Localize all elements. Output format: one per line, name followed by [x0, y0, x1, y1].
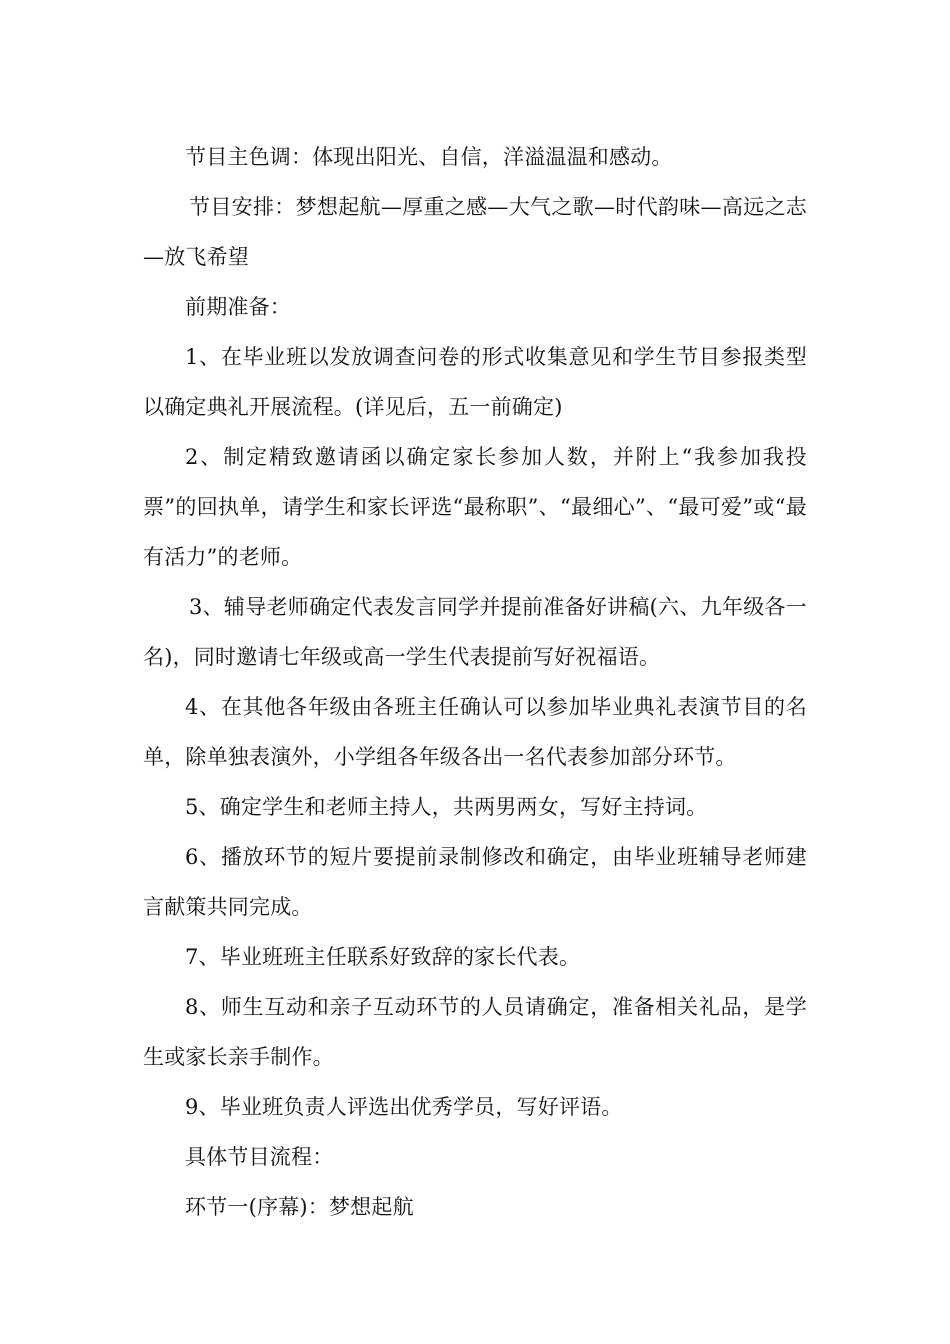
paragraph-item-1: 1、在毕业班以发放调查问卷的形式收集意见和学生节目参报类型以确定典礼开展流程。(详见后，五一前确定): [143, 345, 807, 419]
paragraph-theme-color: 节目主色调：体现出阳光、自信，洋溢温温和感动。: [185, 145, 673, 169]
paragraph-item-5: 5、确定学生和老师主持人，共两男两女，写好主持词。: [185, 795, 708, 819]
paragraph-program-flow-heading: 具体节目流程：: [185, 1145, 334, 1169]
paragraph-item-6: 6、播放环节的短片要提前录制修改和确定，由毕业班辅导老师建言献策共同完成。: [143, 845, 807, 919]
paragraph-program-arrangement: 节目安排：梦想起航—厚重之感—大气之歌—时代韵味—高远之志—放飞希望: [143, 195, 807, 269]
paragraph-item-8: 8、师生互动和亲子互动环节的人员请确定，准备相关礼品，是学生或家长亲手制作。: [143, 995, 807, 1069]
paragraph-preparation-heading: 前期准备：: [185, 295, 291, 319]
paragraph-item-4: 4、在其他各年级由各班主任确认可以参加毕业典礼表演节目的名单，除单独表演外，小学组各年级各出一名代表参加部分环节。: [143, 695, 807, 769]
paragraph-segment-one: 环节一(序幕)：梦想起航: [185, 1195, 414, 1219]
paragraph-item-7: 7、毕业班班主任联系好致辞的家长代表。: [185, 945, 581, 969]
paragraph-item-3: 3、辅导老师确定代表发言同学并提前准备好讲稿(六、九年级各一名)，同时邀请七年级或高一学生代表提前写好祝福语。: [143, 595, 807, 669]
document-body: [143, 132, 807, 1232]
paragraph-item-9: 9、毕业班负责人评选出优秀学员，写好评语。: [185, 1095, 623, 1119]
paragraph-item-2: 2、制定精致邀请函以确定家长参加人数，并附上“我参加我投票”的回执单，请学生和家长评选“最称职”、“最细心”、“最可爱”或“最有活力”的老师。: [143, 445, 807, 569]
